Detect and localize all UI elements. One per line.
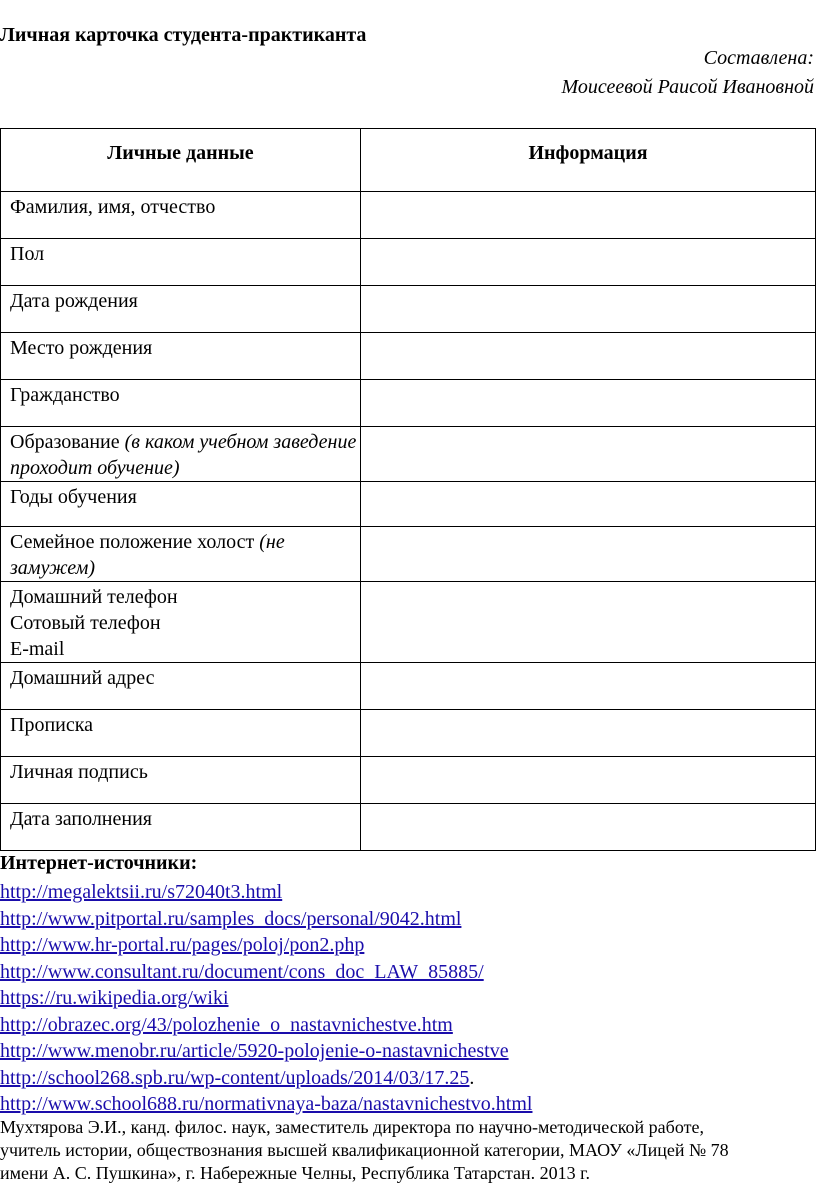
author-line: учитель истории, обществознания высшей квалификационной категории, МАОУ «Лицей № 78 [0,1140,729,1160]
list-item [0,1065,532,1092]
row-label-education [1,427,361,482]
table-row [1,239,816,286]
source-link[interactable]: http://www.pitportal.ru/samples_docs/personal/9042.html [0,907,462,930]
row-label-fill-date: Дата заполнения [1,804,361,851]
email-label: E-mail [10,638,65,660]
row-value-gender[interactable] [361,239,816,286]
row-label-marital-status [1,527,361,582]
list-item [0,1091,532,1118]
row-label-gender: Пол [1,239,361,286]
mobile-phone-label: Сотовый телефон [10,612,161,634]
document-title: Личная карточка студента-практиканта [0,24,367,46]
row-value-fill-date[interactable] [361,804,816,851]
table-row [1,757,816,804]
table-row [1,804,816,851]
row-label-home-address: Домашний адрес [1,663,361,710]
table-header-row [1,129,816,192]
list-item [0,906,532,933]
table-row [1,192,816,239]
row-label-study-years: Годы обучения [1,482,361,527]
marital-status-note: (не замужем) [10,531,285,579]
list-item [0,985,532,1012]
table-row [1,286,816,333]
list-item [0,1038,532,1065]
row-value-marital-status[interactable] [361,527,816,582]
source-link[interactable]: http://megalektsii.ru/s72040t3.html [0,881,283,903]
source-link[interactable]: http://www.school688.ru/normativnaya-baza/nastavnichestvo.html [0,1093,533,1115]
row-value-contacts[interactable] [361,582,816,663]
row-label-birth-place: Место рождения [1,333,361,380]
education-label: Образование [10,431,120,453]
row-value-study-years[interactable] [361,482,816,527]
row-label-signature: Личная подпись [1,757,361,804]
list-item [0,879,532,906]
row-value-birth-place[interactable] [361,333,816,380]
sources-title: Интернет-источники: [0,852,198,874]
row-label-full-name: Фамилия, имя, отчество [1,192,361,239]
student-card-table [0,128,816,851]
source-link[interactable]: http://school268.spb.ru/wp-content/uploads/2014/03/17.25 [0,1066,470,1089]
compiled-by-name: Моисеевой Раисой Ивановной [561,76,814,98]
row-value-registration[interactable] [361,710,816,757]
marital-status-label: Семейное положение холост [10,531,255,553]
compiled-label: Составлена: [703,47,814,69]
row-value-citizenship[interactable] [361,380,816,427]
table-row [1,582,816,663]
row-label-registration: Прописка [1,710,361,757]
header-information: Информация [361,129,816,192]
author-line: Мухтярова Э.И., канд. филос. наук, заместитель директора по научно-методической работе, [0,1117,704,1137]
source-link[interactable]: http://obrazec.org/43/polozhenie_o_nastavnichestve.htm [0,1013,453,1036]
table-row [1,333,816,380]
author-block [0,1116,812,1185]
table-row [1,663,816,710]
author-line: имени А. С. Пушкина», г. Набережные Челны, Республика Татарстан. 2013 г. [0,1163,591,1183]
home-phone-label: Домашний телефон [10,586,178,608]
row-value-full-name[interactable] [361,192,816,239]
table-row [1,380,816,427]
list-item [0,959,532,986]
row-value-education[interactable] [361,427,816,482]
row-label-birth-date: Дата рождения [1,286,361,333]
row-value-signature[interactable] [361,757,816,804]
table-row [1,710,816,757]
list-item [0,932,532,959]
row-value-birth-date[interactable] [361,286,816,333]
table-row [1,527,816,582]
table-row [1,482,816,527]
row-value-home-address[interactable] [361,663,816,710]
table-row [1,427,816,482]
list-item [0,1012,532,1039]
education-note: (в каком учебном заведение проходит обучение) [10,431,357,479]
row-label-contacts [1,582,361,663]
sources-list [0,879,532,1118]
source-link[interactable]: http://www.consultant.ru/document/cons_doc_LAW_85885/ [0,960,484,983]
compiled-by-block [561,44,814,102]
source-link[interactable]: http://www.hr-portal.ru/pages/poloj/pon2.php [0,934,365,956]
source-link[interactable]: https://ru.wikipedia.org/wiki [0,987,229,1009]
source-link[interactable]: http://www.menobr.ru/article/5920-polojenie-o-nastavnichestve [0,1040,509,1062]
trailing-period: . [469,1066,475,1089]
header-personal-data: Личные данные [1,129,361,192]
row-label-citizenship: Гражданство [1,380,361,427]
